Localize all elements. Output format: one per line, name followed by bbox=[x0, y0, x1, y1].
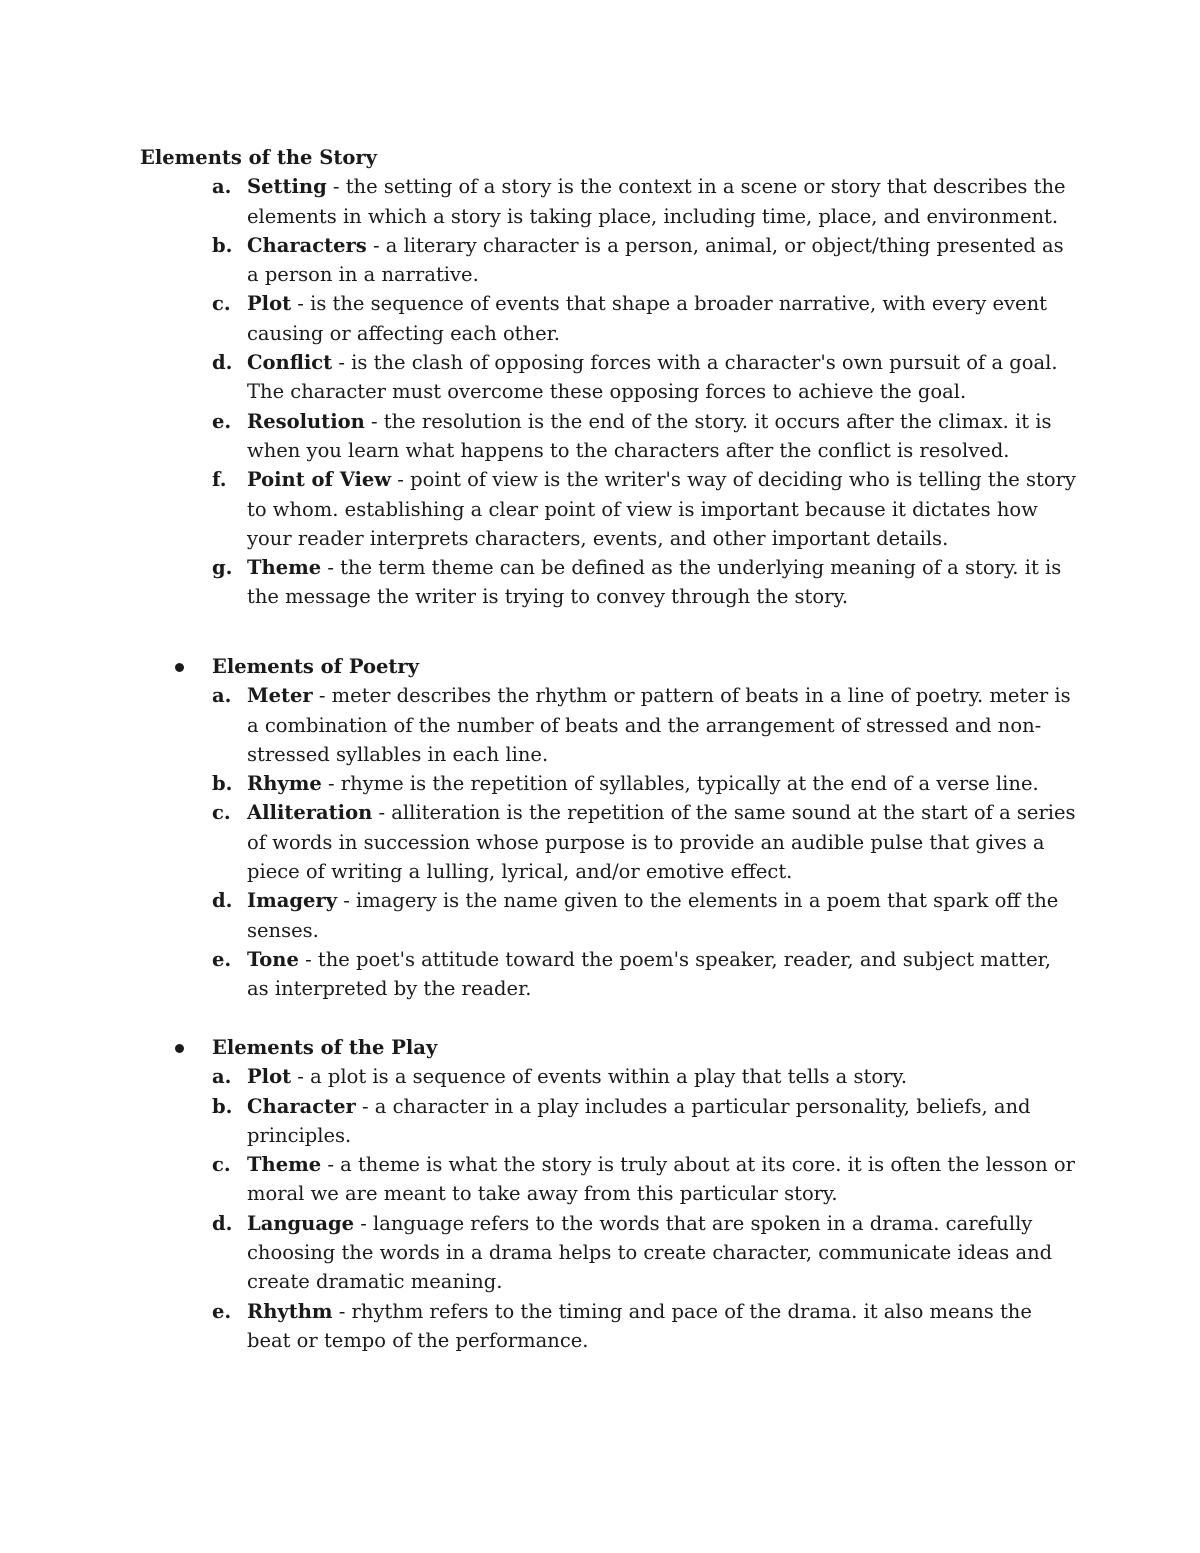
item-text: - is the clash of opposing forces with a character's own pursuit of a goal. The character must overcome these opposing forces to achieve the goal. bbox=[247, 351, 1058, 404]
list-item bbox=[0, 553, 1200, 612]
list-item bbox=[0, 348, 1200, 407]
item-text: - rhyme is the repetition of syllables, typically at the end of a verse line. bbox=[321, 772, 1039, 796]
item-text: - a literary character is a person, animal, or object/thing presented as a person in a narrative. bbox=[247, 233, 1064, 287]
item-marker: f. bbox=[212, 468, 227, 492]
item-marker: e. bbox=[212, 1299, 232, 1323]
list-item bbox=[0, 465, 1200, 553]
list-item bbox=[0, 231, 1200, 290]
section-title: Elements of the Play bbox=[212, 1036, 438, 1059]
item-marker: c. bbox=[212, 801, 231, 825]
item-term: Point of View bbox=[247, 468, 392, 492]
item-term: Plot bbox=[247, 1065, 292, 1089]
item-marker: d. bbox=[212, 889, 233, 913]
item-text: - the setting of a story is the context in a scene or story that describes the elements in which a story is taking place, including time, place, and environment. bbox=[247, 175, 1066, 228]
item-marker: a. bbox=[212, 1065, 232, 1089]
list-item bbox=[0, 1062, 1200, 1091]
item-term: Character bbox=[247, 1094, 356, 1118]
list-item bbox=[0, 1150, 1200, 1209]
item-marker: c. bbox=[212, 292, 231, 316]
list-item bbox=[0, 1297, 1200, 1356]
item-term: Alliteration bbox=[247, 801, 373, 825]
item-term: Rhythm bbox=[247, 1299, 333, 1323]
item-marker: e. bbox=[212, 409, 232, 433]
item-term: Theme bbox=[247, 1153, 322, 1177]
item-text: - meter describes the rhythm or pattern of beats in a line of poetry. meter is a combination of the number of beats and the arrangement of stressed and non-stressed syllables in each line. bbox=[247, 684, 1071, 766]
bullet-icon bbox=[175, 1044, 184, 1053]
section-title: Elements of the Story bbox=[140, 146, 377, 169]
item-text: - imagery is the name given to the elements in a poem that spark off the senses. bbox=[247, 889, 1059, 942]
item-text: - alliteration is the repetition of the same sound at the start of a series of words in succession whose purpose is to provide an audible pulse that gives a piece of writing a lulling, lyrical, and/or emotive effect. bbox=[247, 801, 1076, 884]
item-text: - point of view is the writer's way of deciding who is telling the story to whom. establishing a clear point of view is important because it dictates how your reader interprets characters, events, and other important details. bbox=[247, 468, 1076, 550]
item-term: Tone bbox=[247, 947, 299, 971]
item-marker: g. bbox=[212, 556, 233, 580]
item-marker: b. bbox=[212, 772, 233, 796]
bullet-icon bbox=[175, 663, 184, 672]
item-text: - a plot is a sequence of events within a play that tells a story. bbox=[291, 1065, 908, 1089]
item-text: - a theme is what the story is truly about at its core. it is often the lesson or moral we are meant to take away from this particular story. bbox=[247, 1153, 1075, 1206]
item-marker: c. bbox=[212, 1153, 231, 1177]
item-marker: a. bbox=[212, 684, 232, 708]
item-marker: b. bbox=[212, 1094, 233, 1118]
item-term: Rhyme bbox=[247, 772, 322, 796]
item-list bbox=[0, 172, 1200, 611]
list-item bbox=[0, 886, 1200, 945]
item-text: - is the sequence of events that shape a broader narrative, with every event causing or affecting each other. bbox=[247, 292, 1047, 345]
item-term: Characters bbox=[247, 233, 367, 257]
list-item bbox=[0, 769, 1200, 798]
section-title: Elements of Poetry bbox=[212, 655, 420, 678]
item-marker: d. bbox=[212, 351, 233, 375]
list-item bbox=[0, 681, 1200, 769]
list-item bbox=[0, 172, 1200, 231]
list-item bbox=[0, 407, 1200, 466]
item-term: Resolution bbox=[247, 409, 365, 433]
item-term: Conflict bbox=[247, 351, 333, 375]
item-text: - the term theme can be defined as the underlying meaning of a story. it is the message the writer is trying to convey through the story. bbox=[247, 556, 1062, 609]
item-term: Meter bbox=[247, 684, 313, 708]
item-term: Setting bbox=[247, 175, 327, 199]
item-term: Imagery bbox=[247, 889, 338, 913]
item-marker: b. bbox=[212, 233, 233, 257]
item-list bbox=[0, 681, 1200, 1003]
list-item bbox=[0, 945, 1200, 1004]
item-marker: a. bbox=[212, 175, 232, 199]
item-term: Theme bbox=[247, 556, 322, 580]
item-term: Language bbox=[247, 1211, 355, 1235]
item-list bbox=[0, 1062, 1200, 1355]
list-item bbox=[0, 1209, 1200, 1297]
item-text: - rhythm refers to the timing and pace of the drama. it also means the beat or tempo of the performance. bbox=[247, 1299, 1032, 1352]
list-item bbox=[0, 798, 1200, 886]
item-text: - the poet's attitude toward the poem's speaker, reader, and subject matter, as interpreted by the reader. bbox=[247, 947, 1051, 1001]
list-item bbox=[0, 289, 1200, 348]
item-marker: d. bbox=[212, 1211, 233, 1235]
item-term: Plot bbox=[247, 292, 292, 316]
item-text: - the resolution is the end of the story. it occurs after the climax. it is when you learn what happens to the characters after the conflict is resolved. bbox=[247, 409, 1052, 462]
list-item bbox=[0, 1092, 1200, 1151]
item-text: - a character in a play includes a particular personality, beliefs, and principles. bbox=[247, 1094, 1031, 1147]
item-text: - language refers to the words that are spoken in a drama. carefully choosing the words in a drama helps to create character, communicate ideas and create dramatic meaning. bbox=[247, 1211, 1053, 1294]
item-marker: e. bbox=[212, 947, 232, 971]
